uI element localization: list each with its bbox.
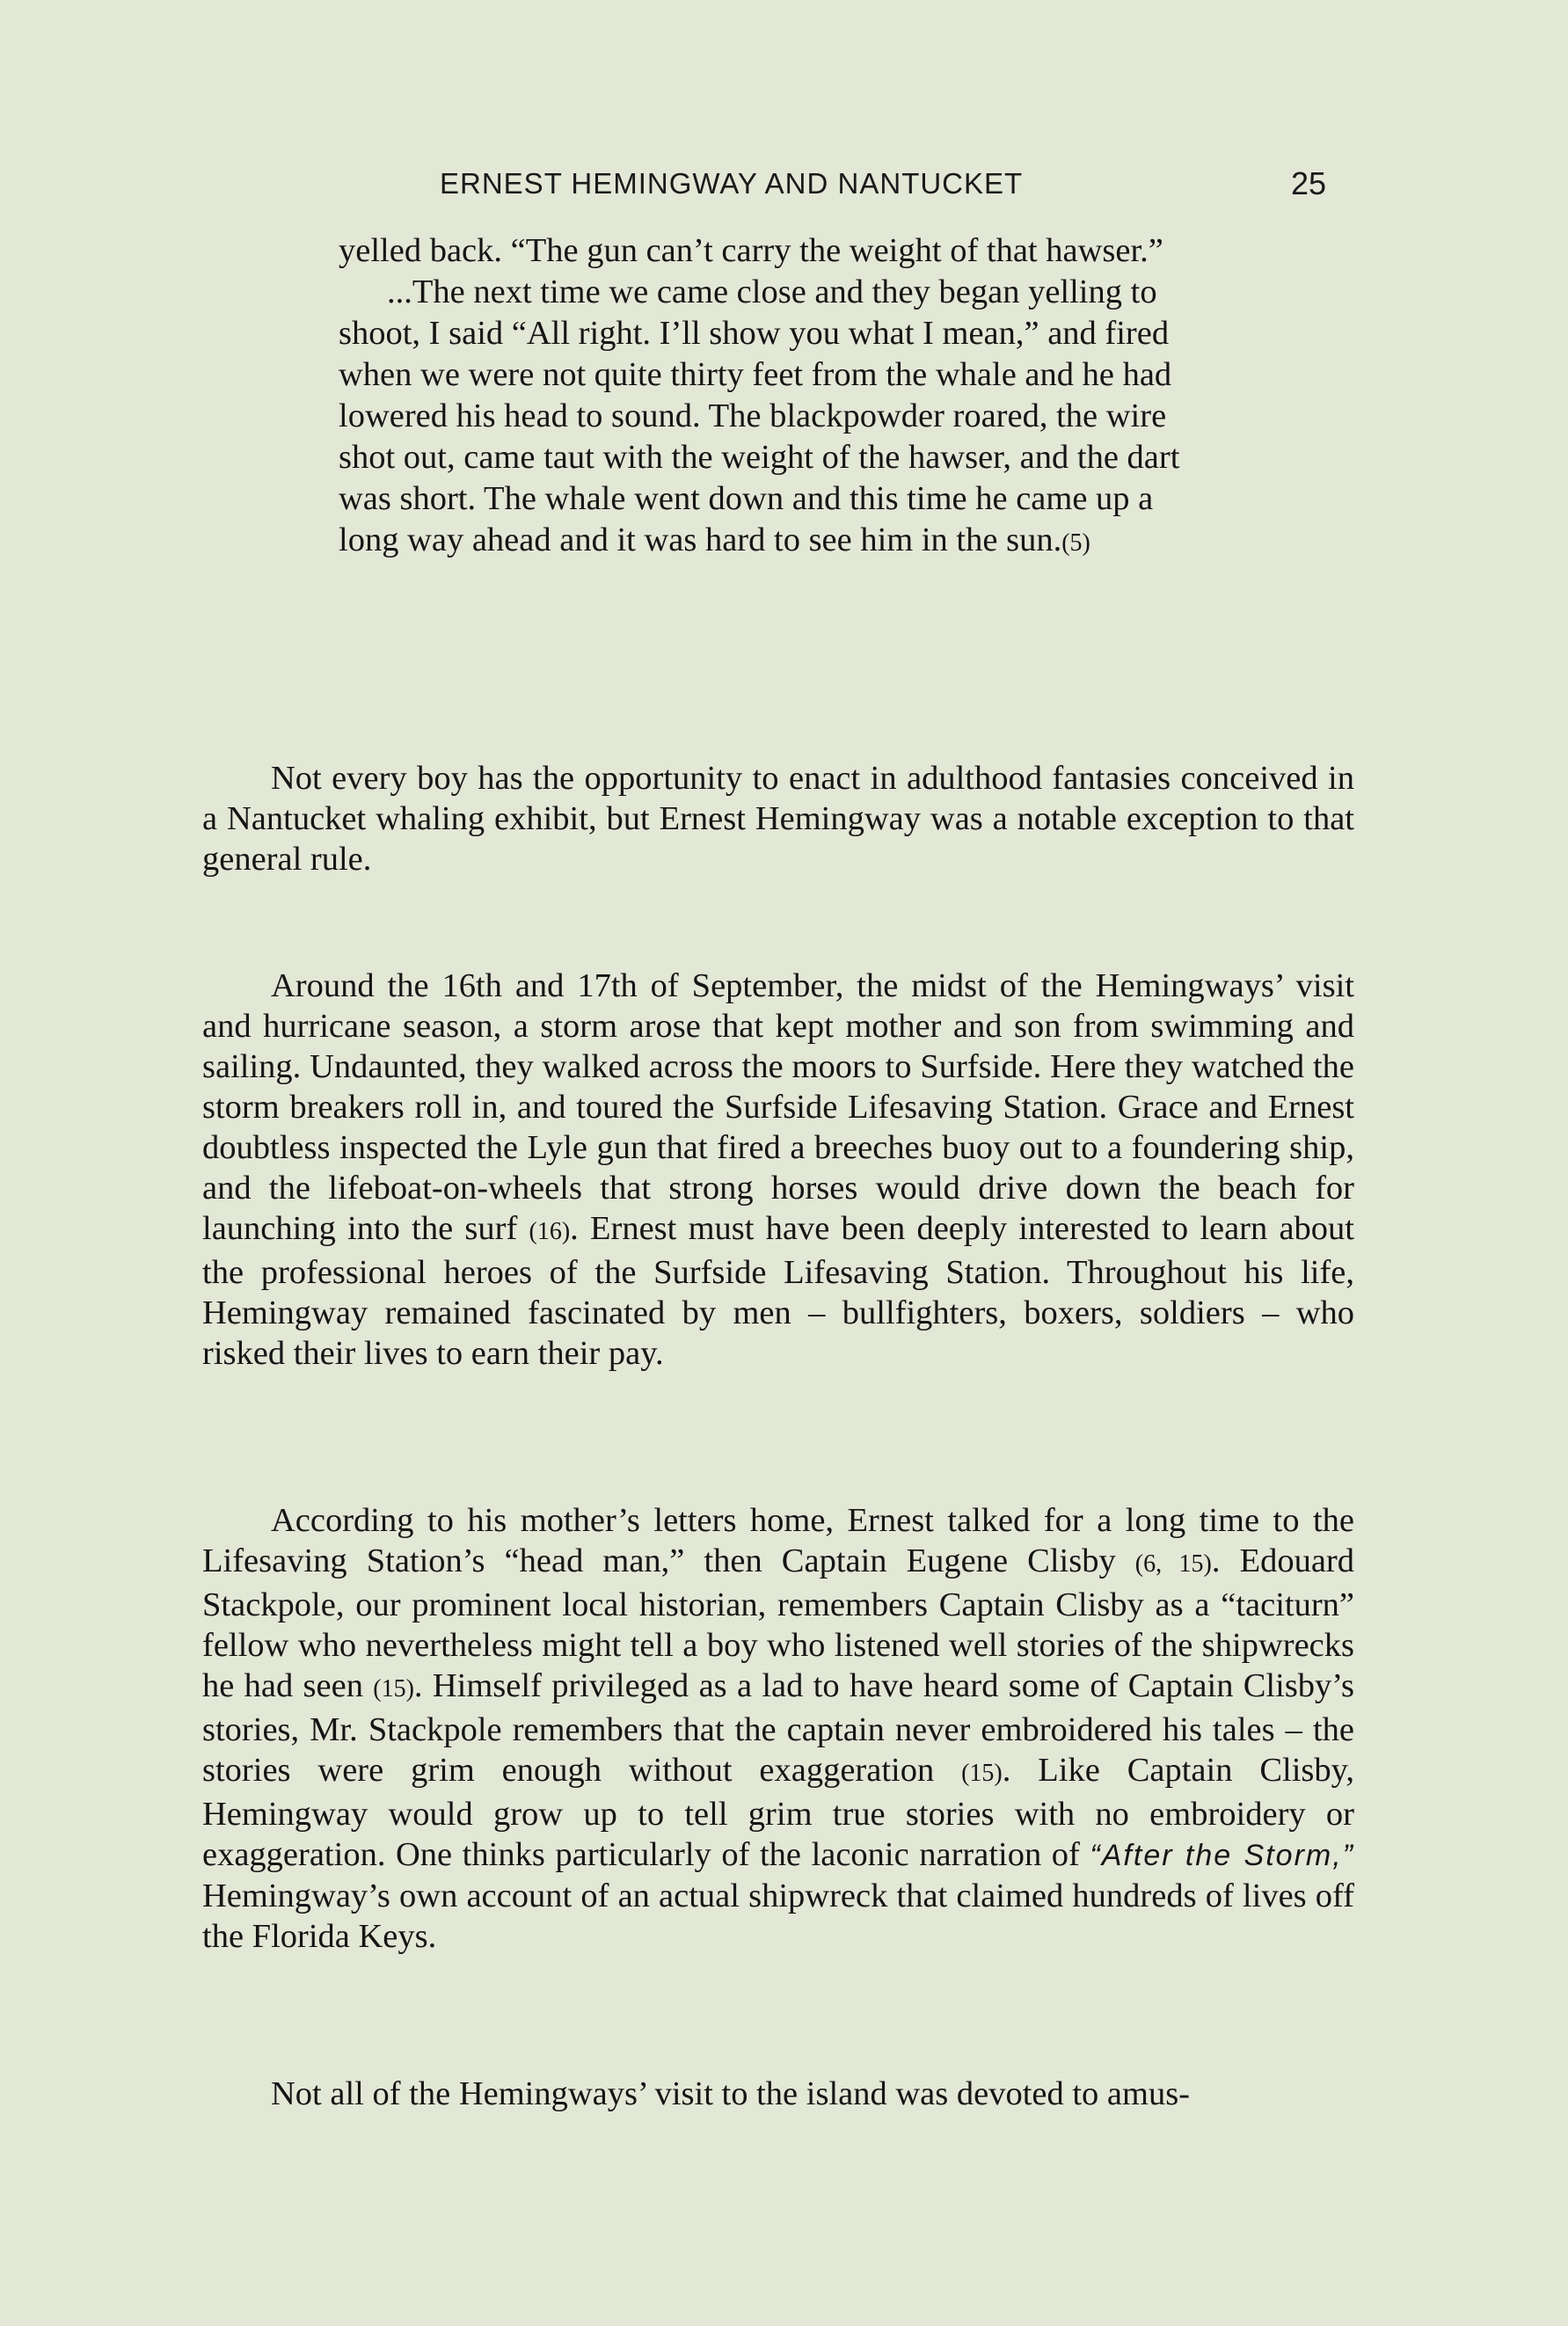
block-quote (339, 230, 1218, 564)
story-title: “After the Storm,” (1090, 1839, 1355, 1872)
paragraph-text (202, 1500, 1354, 1957)
paragraph-1 (202, 758, 1354, 879)
quote-citation: (5) (1061, 529, 1090, 557)
text-run: According to his mother’s letters home, Ernest talked for a long time to the Lifesaving Station’s “head man,” then Captain Eugene Clisby (202, 1502, 1354, 1579)
paragraph-2 (202, 966, 1354, 1374)
paragraph-text: Not every boy has the opportunity to enact in adulthood fantasies conceived in a Nantucket whaling exhibit, but Ernest Hemingway was a notable exception to that general rule. (202, 760, 1354, 878)
text-run: . Ernest must have been deeply interested to learn about the professional heroes of the Surfside Lifesaving Station. Throughout his life, Hemingway remained fascinated by men – bullfighters, boxers, soldiers – who risked their lives to earn their pay. (202, 1210, 1355, 1372)
quote-text: ...The next time we came close and they began yelling to shoot, I said “All right. I’ll show you what I mean,” and fired when we were not quite thirty feet from the whale and he had lowered his head to sound. The blackpowder roared, the wire shot out, came taut with the weight of the hawser, and the dart was short. The whale went down and this time he came up a long way ahead and it was hard to see him in the sun. (339, 273, 1180, 558)
citation: (16) (529, 1218, 571, 1245)
quote-line: yelled back. “The gun can’t carry the weight of that hawser.” (339, 232, 1163, 269)
text-run: . Himself privileged as a lad to have heard some of Captain Clisby’s stories, Mr. Stackpole remembers that the captain never embroidered his tales – the stories were grim enough without exaggeration (202, 1667, 1354, 1789)
text-run: . Like Captain Clisby, Hemingway would grow up to tell grim true stories with no embroidery or exaggeration. One thinks particularly of the laconic narration of (202, 1752, 1355, 1873)
text-run: Around the 16th and 17th of September, the midst of the Hemingways’ visit and hurricane season, a storm arose that kept mother and son from swimming and sailing. Undaunted, they walked across the moors to Surfside. Here they watched the storm breakers roll in, and toured the Surfside Lifesaving Station. Grace and Ernest doubtless inspected the Lyle gun that fired a breeches buoy out to a foundering ship, and the lifeboat-on-wheels that strong horses would drive down the beach for launching into the surf (202, 967, 1354, 1247)
quote-paragraph (339, 272, 1218, 564)
paragraph-3 (202, 1500, 1354, 1957)
paragraph-text (202, 966, 1354, 1374)
citation: (15) (961, 1760, 1003, 1787)
text-run: Hemingway’s own account of an actual shipwreck that claimed hundreds of lives off the Florida Keys. (202, 1878, 1354, 1955)
page-number: 25 (1291, 165, 1327, 201)
paragraph-4 (202, 2074, 1354, 2114)
citation: (15) (373, 1675, 414, 1703)
running-title: ERNEST HEMINGWAY AND NANTUCKET (440, 167, 1024, 200)
paragraph-text: Not all of the Hemingways’ visit to the island was devoted to amus- (271, 2075, 1191, 2112)
citation: (6, 15) (1134, 1550, 1212, 1578)
text-run: . Edouard Stackpole, our prominent local historian, remembers Captain Clisby as a “taciturn” fellow who nevertheless might tell a boy who listened well stories of the shipwrecks he had seen (202, 1542, 1354, 1704)
